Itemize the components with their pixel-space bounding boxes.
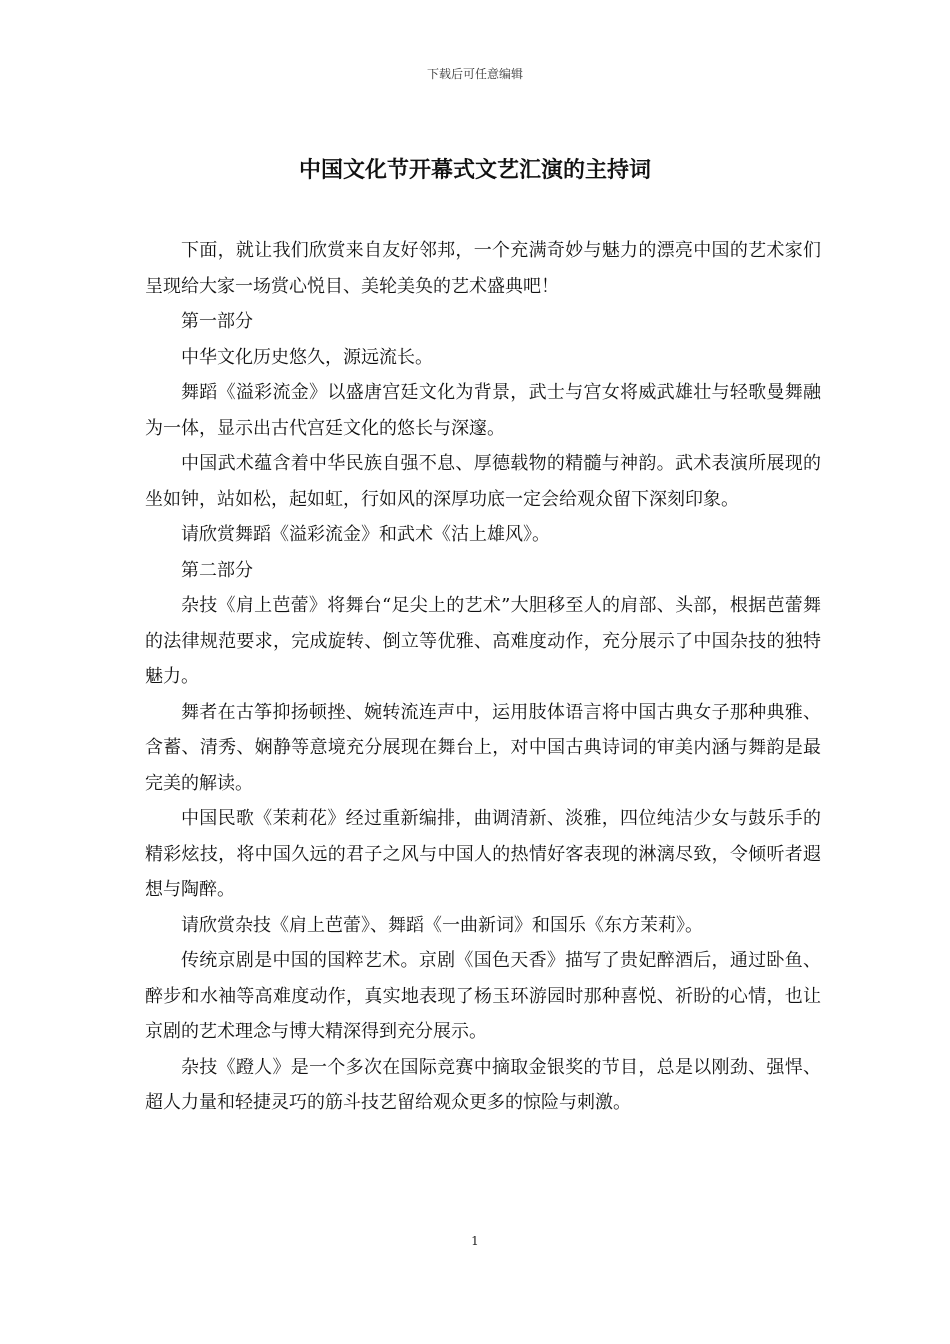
paragraph: 传统京剧是中国的国粹艺术。京剧《国色天香》描写了贵妃醉酒后，通过卧鱼、醉步和水袖等高难度动作，真实地表现了杨玉环游园时那种喜悦、祈盼的心情，也让京剧的艺术理念与博大精深得到充分展示。 bbox=[145, 950, 821, 1042]
paragraph: 中国武术蕴含着中华民族自强不息、厚德载物的精髓与神韵。武术表演所展现的坐如钟，站如松，起如虹，行如风的深厚功底一定会给观众留下深刻印象。 bbox=[145, 453, 821, 510]
document-title: 中国文化节开幕式文艺汇演的主持词 bbox=[298, 157, 651, 183]
section-heading-part-two: 第二部分 bbox=[181, 559, 253, 581]
paragraph: 请欣赏舞蹈《溢彩流金》和武术《沽上雄风》。 bbox=[181, 524, 550, 545]
paragraph: 请欣赏杂技《肩上芭蕾》、舞蹈《一曲新词》和国乐《东方茉莉》。 bbox=[181, 914, 703, 936]
paragraph-intro: 下面，就让我们欣赏来自友好邻邦，一个充满奇妙与魅力的漂亮中国的艺术家们呈现给大家一场赏心悦目、美轮美奂的艺术盛典吧！ bbox=[145, 240, 821, 297]
section-heading-part-one: 第一部分 bbox=[181, 311, 253, 332]
paragraph: 舞蹈《溢彩流金》以盛唐宫廷文化为背景，武士与宫女将威武雄壮与轻歌曼舞融为一体，显示出古代宫廷文化的悠长与深邃。 bbox=[145, 382, 821, 439]
paragraph: 杂技《肩上芭蕾》将舞台“足尖上的艺术”大胆移至人的肩部、头部，根据芭蕾舞的法律规范要求，完成旋转、倒立等优雅、高难度动作，充分展示了中国杂技的独特魅力。 bbox=[145, 595, 821, 687]
paragraph: 中国民歌《茉莉花》经过重新编排，曲调清新、淡雅，四位纯洁少女与鼓乐手的精彩炫技，将中国久远的君子之风与中国人的热情好客表现的淋漓尽致，令倾听者遐想与陶醉。 bbox=[145, 808, 821, 900]
paragraph: 舞者在古筝抑扬顿挫、婉转流连声中，运用肢体语言将中国古典女子那种典雅、含蓄、清秀、娴静等意境充分展现在舞台上，对中国古典诗词的审美内涵与舞韵是最完美的解读。 bbox=[145, 701, 821, 794]
document-body bbox=[145, 233, 821, 1121]
paragraph: 中华文化历史悠久，源远流长。 bbox=[181, 346, 433, 368]
paragraph: 杂技《蹬人》是一个多次在国际竞赛中摘取金银奖的节目，总是以刚劲、强悍、超人力量和轻捷灵巧的筋斗技艺留给观众更多的惊险与刺激。 bbox=[145, 1056, 821, 1113]
page-number: 1 bbox=[471, 1234, 479, 1248]
page-header: 下载后可任意编辑 bbox=[426, 67, 523, 81]
